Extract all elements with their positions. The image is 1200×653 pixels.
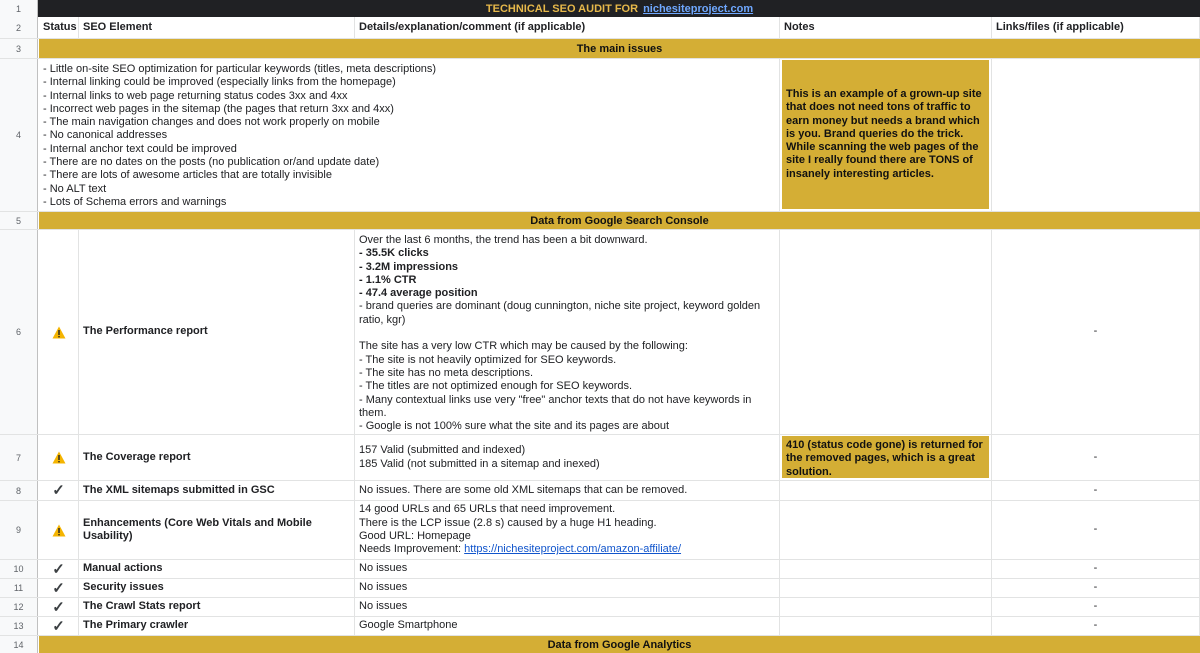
status-cell[interactable] xyxy=(39,501,79,559)
performance-details[interactable] xyxy=(355,230,780,434)
sitemaps-row xyxy=(0,481,1200,501)
status-cell[interactable] xyxy=(39,579,79,597)
row-number[interactable]: 14 xyxy=(0,636,38,653)
main-issues-links-cell[interactable] xyxy=(992,59,1200,211)
seo-element-coverage[interactable]: The Coverage report xyxy=(79,435,355,480)
section-title[interactable]: Data from Google Analytics xyxy=(39,636,1200,653)
row-number[interactable]: 3 xyxy=(0,39,38,58)
header-notes[interactable]: Notes xyxy=(780,17,992,38)
title-cell[interactable] xyxy=(39,0,1200,17)
notes-cell[interactable] xyxy=(780,501,992,559)
list-item: - Incorrect web pages in the sitemap (the pages that return 3xx and 4xx) xyxy=(43,102,394,115)
check-icon: ✓ xyxy=(52,560,65,578)
row-number[interactable]: 10 xyxy=(0,560,38,578)
warning-icon xyxy=(52,451,66,464)
notes-cell[interactable] xyxy=(780,617,992,635)
main-issues-list[interactable] xyxy=(39,59,780,211)
sitemaps-details[interactable]: No issues. There are some old XML sitemaps that can be removed. xyxy=(355,481,780,500)
cause-item: - The site is not heavily optimized for SEO keywords. xyxy=(359,353,617,366)
needs-improvement-label: Needs Improvement: xyxy=(359,543,462,556)
row-number[interactable]: 11 xyxy=(0,579,38,597)
cause-item: - Google is not 100% sure what the site and its pages are about xyxy=(359,420,670,433)
stat-position: - 47.4 average position xyxy=(359,287,478,300)
cause-item: - The site has no meta descriptions. xyxy=(359,366,534,379)
status-cell[interactable] xyxy=(39,560,79,578)
cause-item: - Many contextual links use very "free" anchor texts that do not have keywords in them. xyxy=(359,393,752,419)
row-number[interactable]: 8 xyxy=(0,481,38,500)
row-number[interactable]: 9 xyxy=(0,501,38,559)
header-details[interactable]: Details/explanation/comment (if applicable) xyxy=(355,17,780,38)
section-row-ga xyxy=(0,636,1200,653)
notes-cell[interactable] xyxy=(780,481,992,500)
list-item: - There are no dates on the posts (no publication or/and update date) xyxy=(43,156,380,169)
list-item: - Internal linking could be improved (especially links from the homepage) xyxy=(43,76,396,89)
stat-clicks: - 35.5K clicks xyxy=(359,247,429,260)
details-cell[interactable]: No issues xyxy=(355,579,780,597)
row-number[interactable]: 1 xyxy=(0,0,38,17)
highlighted-note xyxy=(782,436,989,478)
check-icon: ✓ xyxy=(52,482,65,499)
links-cell[interactable]: - xyxy=(992,481,1200,500)
details-line xyxy=(359,543,775,556)
list-item: - There are lots of awesome articles that are totally invisible xyxy=(43,169,332,182)
list-item: - Internal links to web page returning status codes 3xx and 4xx xyxy=(43,89,348,102)
stat-impressions: - 3.2M impressions xyxy=(359,260,459,273)
highlighted-note xyxy=(782,60,989,209)
seo-element-manual-actions[interactable]: Manual actions xyxy=(79,560,355,578)
header-seo-element[interactable]: SEO Element xyxy=(79,17,355,38)
section-row-main-issues xyxy=(0,39,1200,59)
links-cell[interactable]: - xyxy=(992,435,1200,480)
manual-actions-row xyxy=(0,560,1200,579)
status-cell[interactable] xyxy=(39,598,79,616)
notes-cell[interactable] xyxy=(780,560,992,578)
list-item: - Little on-site SEO optimization for particular keywords (titles, meta descriptions) xyxy=(43,63,437,75)
notes-cell[interactable] xyxy=(780,230,992,434)
seo-element-crawl-stats[interactable]: The Crawl Stats report xyxy=(79,598,355,616)
details-line: There is the LCP issue (2.8 s) caused by a huge H1 heading. xyxy=(359,516,657,529)
row-number[interactable]: 12 xyxy=(0,598,38,616)
seo-element-performance[interactable]: The Performance report xyxy=(79,230,355,434)
primary-crawler-row xyxy=(0,617,1200,636)
coverage-row xyxy=(0,435,1200,481)
section-title[interactable]: Data from Google Search Console xyxy=(39,212,1200,229)
list-item: - No ALT text xyxy=(43,182,107,195)
enhancements-details[interactable] xyxy=(355,501,780,559)
blank-line xyxy=(359,327,775,340)
status-cell[interactable] xyxy=(39,230,79,434)
stat-ctr: - 1.1% CTR xyxy=(359,273,417,286)
details-line: The site has a very low CTR which may be caused by the following: xyxy=(359,340,688,353)
details-cell[interactable]: Google Smartphone xyxy=(355,617,780,635)
note-text: 410 (status code gone) is returned for the removed pages, which is a great solution. xyxy=(786,439,983,478)
details-line: Over the last 6 months, the trend has been a bit downward. xyxy=(359,234,648,246)
coverage-details[interactable] xyxy=(355,435,780,480)
section-title[interactable]: The main issues xyxy=(39,39,1200,58)
row-number[interactable]: 6 xyxy=(0,230,38,434)
seo-element-sitemaps[interactable]: The XML sitemaps submitted in GSC xyxy=(79,481,355,500)
check-icon: ✓ xyxy=(52,598,65,616)
audit-title: TECHNICAL SEO AUDIT FOR xyxy=(485,2,639,15)
header-row xyxy=(0,17,1200,39)
cause-item: - The titles are not optimized enough for SEO keywords. xyxy=(359,380,633,393)
list-item: - No canonical addresses xyxy=(43,129,168,142)
row-number[interactable]: 7 xyxy=(0,435,38,480)
enhancements-row xyxy=(0,501,1200,560)
coverage-note-cell[interactable] xyxy=(780,435,992,480)
status-cell[interactable] xyxy=(39,481,79,500)
warning-icon xyxy=(52,524,66,537)
notes-cell[interactable] xyxy=(780,598,992,616)
notes-cell[interactable] xyxy=(780,579,992,597)
details-cell[interactable]: No issues xyxy=(355,560,780,578)
header-status[interactable]: Status xyxy=(39,17,79,38)
main-issues-row xyxy=(0,59,1200,212)
links-cell[interactable]: - xyxy=(992,501,1200,559)
note-text: This is an example of a grown-up site that does not need tons of traffic to earn money but needs a brand which is you. Brand queries do the trick. While scanning the web pages of the site I really found there are TONS of insanely interesting articles. xyxy=(786,87,982,180)
row-number[interactable]: 4 xyxy=(0,59,38,211)
details-line: - brand queries are dominant (doug cunnington, niche site project, keyword golden ratio, kgr) xyxy=(359,300,761,326)
performance-row xyxy=(0,230,1200,435)
details-line: Good URL: Homepage xyxy=(359,530,471,542)
header-links[interactable]: Links/files (if applicable) xyxy=(992,17,1200,38)
list-item: - Internal anchor text could be improved xyxy=(43,142,237,155)
seo-element-primary-crawler[interactable]: The Primary crawler xyxy=(79,617,355,635)
details-cell[interactable]: No issues xyxy=(355,598,780,616)
links-cell[interactable]: - xyxy=(992,579,1200,597)
needs-improvement-link[interactable]: https://nichesiteproject.com/amazon-affiliate/ xyxy=(464,543,682,556)
check-icon: ✓ xyxy=(52,617,65,635)
status-cell[interactable] xyxy=(39,617,79,635)
check-icon: ✓ xyxy=(52,579,65,597)
seo-element-security-issues[interactable]: Security issues xyxy=(79,579,355,597)
details-line: 14 good URLs and 65 URLs that need improvement. xyxy=(359,503,616,516)
crawl-stats-row xyxy=(0,598,1200,617)
row-number[interactable]: 5 xyxy=(0,212,38,229)
list-item: - Lots of Schema errors and warnings xyxy=(43,195,227,208)
list-item: - The main navigation changes and does not work properly on mobile xyxy=(43,116,380,129)
section-row-gsc xyxy=(0,212,1200,230)
links-cell[interactable]: - xyxy=(992,230,1200,434)
title-row xyxy=(0,0,1200,17)
main-issues-note-cell[interactable] xyxy=(780,59,992,211)
row-number[interactable]: 13 xyxy=(0,617,38,635)
site-link[interactable]: nichesiteproject.com xyxy=(643,2,754,15)
warning-icon xyxy=(52,326,66,339)
details-line: 157 Valid (submitted and indexed) xyxy=(359,444,526,457)
row-number[interactable]: 2 xyxy=(0,17,38,38)
seo-element-enhancements[interactable]: Enhancements (Core Web Vitals and Mobile Usability) xyxy=(79,501,355,559)
security-issues-row xyxy=(0,579,1200,598)
links-cell[interactable]: - xyxy=(992,598,1200,616)
details-line: 185 Valid (not submitted in a sitemap and inexed) xyxy=(359,457,600,470)
status-cell[interactable] xyxy=(39,435,79,480)
links-cell[interactable]: - xyxy=(992,560,1200,578)
links-cell[interactable]: - xyxy=(992,617,1200,635)
